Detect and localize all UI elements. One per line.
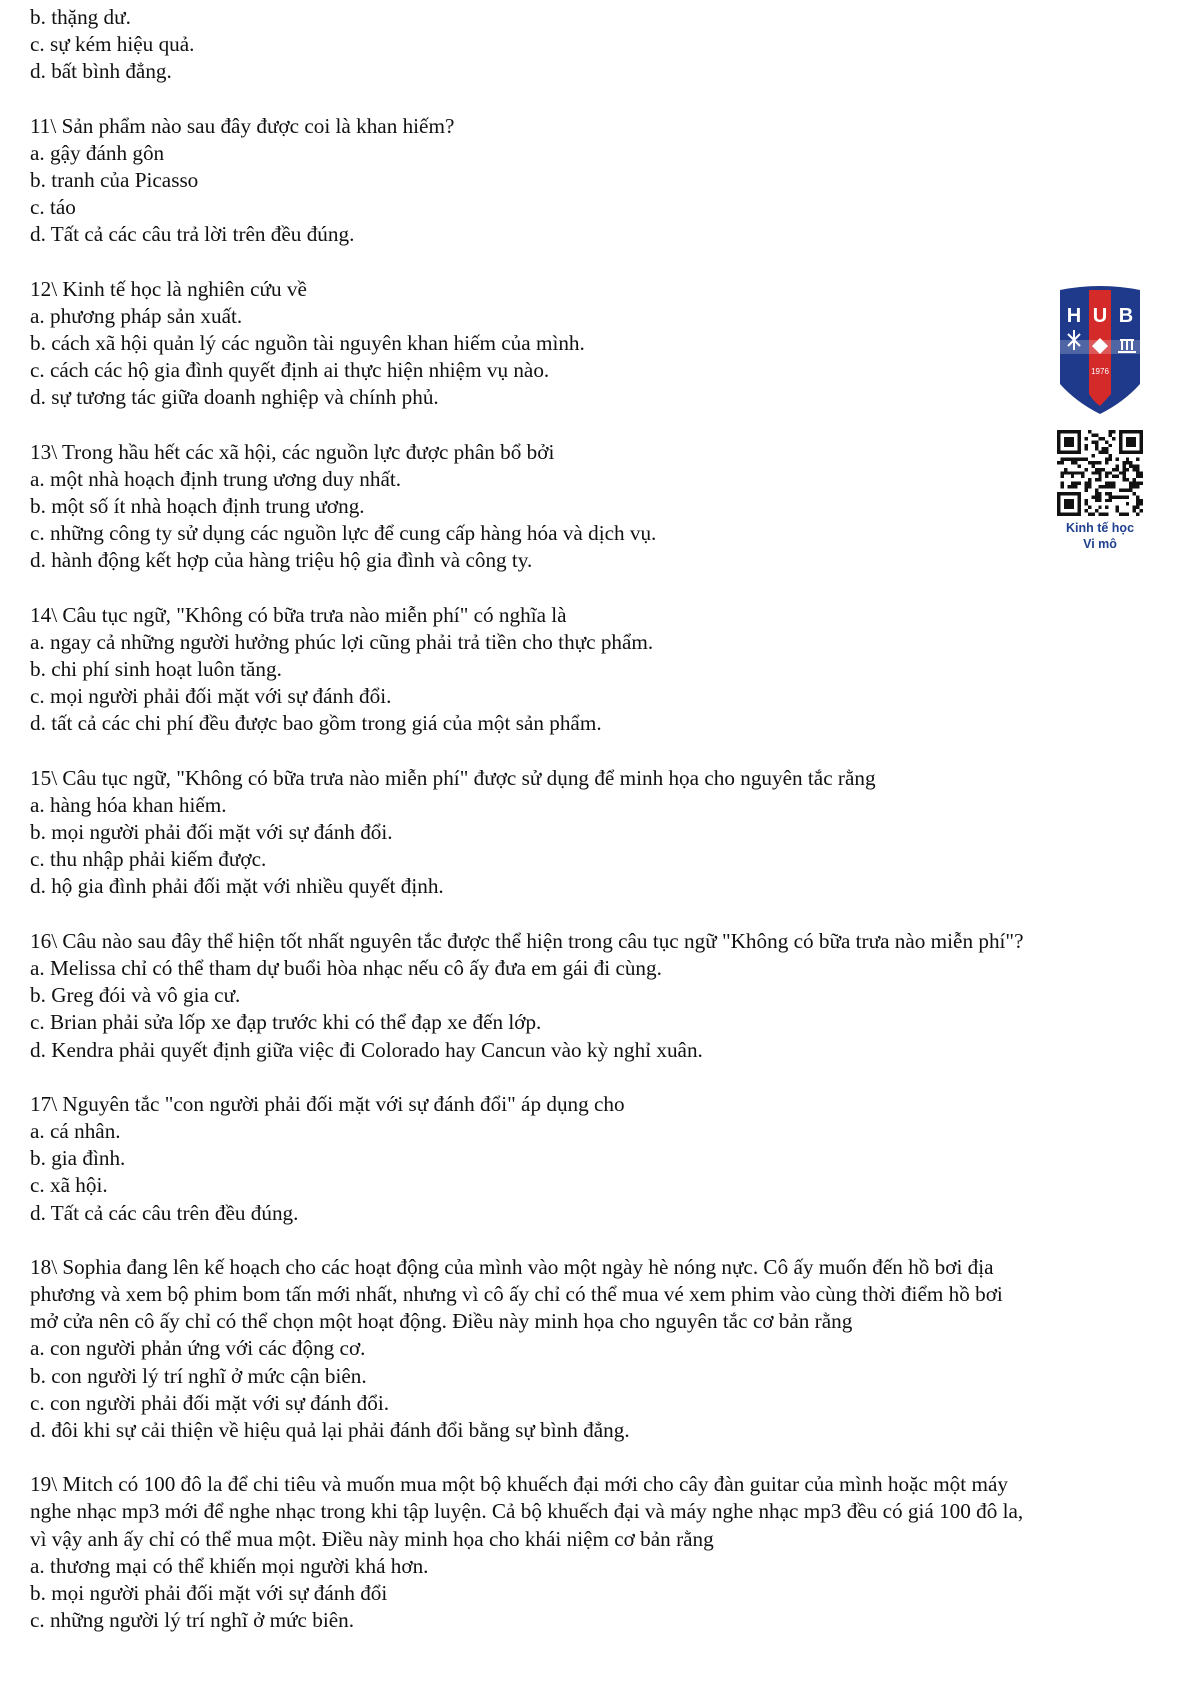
question-text: mở cửa nên cô ấy chỉ có thể chọn một hoạt động. Điều này minh họa cho nguyên tắc cơ bản rằng xyxy=(30,1309,853,1334)
hub-logo-icon xyxy=(1054,284,1146,420)
option-line: c. Brian phải sửa lốp xe đạp trước khi có thể đạp xe đến lớp. xyxy=(30,1010,542,1035)
question-11 xyxy=(30,113,1170,249)
option-line: c. táo xyxy=(30,195,76,220)
option-line: b. cách xã hội quản lý các nguồn tài nguyên khan hiếm của mình. xyxy=(30,331,585,356)
option-line: d. Kendra phải quyết định giữa việc đi Colorado hay Cancun vào kỳ nghỉ xuân. xyxy=(30,1037,703,1062)
question-text: 15\ Câu tục ngữ, "Không có bữa trưa nào miễn phí" được sử dụng để minh họa cho nguyên tắc rằng xyxy=(30,765,876,790)
question-text: nghe nhạc mp3 mới để nghe nhạc trong khi tập luyện. Cả bộ khuếch đại và máy nghe nhạc mp3 đều có giá 100 đô la, xyxy=(30,1499,1024,1524)
qr-code-icon xyxy=(1057,430,1143,516)
option-line: d. sự tương tác giữa doanh nghiệp và chính phủ. xyxy=(30,385,439,410)
option-line: d. hộ gia đình phải đối mặt với nhiều quyết định. xyxy=(30,874,444,899)
question-text: 14\ Câu tục ngữ, "Không có bữa trưa nào miễn phí" có nghĩa là xyxy=(30,602,567,627)
option-line: a. con người phản ứng với các động cơ. xyxy=(30,1336,366,1361)
question-text: 11\ Sản phẩm nào sau đây được coi là khan hiếm? xyxy=(30,113,455,138)
question-text: 16\ Câu nào sau đây thể hiện tốt nhất nguyên tắc được thể hiện trong câu tục ngữ "Không có bữa trưa nào miễn phí"? xyxy=(30,928,1024,953)
option-line: b. gia đình. xyxy=(30,1146,126,1171)
option-line: a. ngay cả những người hưởng phúc lợi cũng phải trả tiền cho thực phẩm. xyxy=(30,629,654,654)
question-12 xyxy=(30,276,1170,412)
question-text: 12\ Kinh tế học là nghiên cứu về xyxy=(30,276,307,301)
logo-letter-b: B xyxy=(1118,305,1134,327)
logo-letter-h: H xyxy=(1066,305,1082,327)
question-text: 13\ Trong hầu hết các xã hội, các nguồn lực được phân bổ bởi xyxy=(30,439,555,464)
option-line: d. đôi khi sự cải thiện về hiệu quả lại phải đánh đổi bằng sự bình đẳng. xyxy=(30,1417,630,1442)
option-line: c. sự kém hiệu quả. xyxy=(30,32,195,57)
logo-year: 1976 xyxy=(1091,367,1109,376)
question-13 xyxy=(30,439,1170,575)
option-line: b. tranh của Picasso xyxy=(30,168,199,193)
question-16 xyxy=(30,928,1170,1064)
question-17 xyxy=(30,1091,1170,1227)
option-line: d. Tất cả các câu trên đều đúng. xyxy=(30,1200,299,1225)
option-line: a. hàng hóa khan hiếm. xyxy=(30,792,227,817)
option-line: d. Tất cả các câu trả lời trên đều đúng. xyxy=(30,222,355,247)
option-line: c. mọi người phải đối mặt với sự đánh đổi. xyxy=(30,684,392,709)
option-line: b. một số ít nhà hoạch định trung ương. xyxy=(30,494,365,519)
question-text: 19\ Mitch có 100 đô la để chi tiêu và muốn mua một bộ khuếch đại mới cho cây đàn guitar của mình hoặc một máy xyxy=(30,1472,1008,1497)
option-line: a. phương pháp sản xuất. xyxy=(30,303,243,328)
option-line: c. cách các hộ gia đình quyết định ai thực hiện nhiệm vụ nào. xyxy=(30,358,550,383)
question-19 xyxy=(30,1471,1170,1634)
option-line: a. cá nhân. xyxy=(30,1118,121,1143)
question-text: phương và xem bộ phim bom tấn mới nhất, nhưng vì cô ấy chỉ có thể mua vé xem phim vào cùng thời điểm hồ bơi xyxy=(30,1281,1003,1306)
option-line: d. tất cả các chi phí đều được bao gồm trong giá của một sản phẩm. xyxy=(30,711,602,736)
question-18 xyxy=(30,1254,1170,1444)
option-line: b. chi phí sinh hoạt luôn tăng. xyxy=(30,657,282,682)
option-line: a. Melissa chỉ có thể tham dự buổi hòa nhạc nếu cô ấy đưa em gái đi cùng. xyxy=(30,955,662,980)
question-15 xyxy=(30,765,1170,901)
option-line: a. thương mại có thể khiến mọi người khá hơn. xyxy=(30,1553,429,1578)
question-14 xyxy=(30,602,1170,738)
option-line: a. một nhà hoạch định trung ương duy nhất. xyxy=(30,466,402,491)
option-line: b. con người lý trí nghĩ ở mức cận biên. xyxy=(30,1363,367,1388)
option-line: d. bất bình đẳng. xyxy=(30,59,172,84)
option-line: a. gậy đánh gôn xyxy=(30,140,165,165)
option-line: c. những công ty sử dụng các nguồn lực để cung cấp hàng hóa và dịch vụ. xyxy=(30,521,657,546)
option-line: b. Greg đói và vô gia cư. xyxy=(30,983,241,1008)
option-line: c. con người phải đối mặt với sự đánh đổi. xyxy=(30,1390,390,1415)
option-line: b. thặng dư. xyxy=(30,5,131,29)
option-line: b. mọi người phải đối mặt với sự đánh đổi. xyxy=(30,820,393,845)
question-text: 17\ Nguyên tắc "con người phải đối mặt với sự đánh đổi" áp dụng cho xyxy=(30,1091,625,1116)
option-line: c. xã hội. xyxy=(30,1173,108,1198)
option-line: c. những người lý trí nghĩ ở mức biên. xyxy=(30,1608,355,1633)
hub-badge xyxy=(1050,284,1150,552)
badge-caption-sub: Vi mô xyxy=(1083,537,1117,551)
badge-caption-title: Kinh tế học xyxy=(1065,521,1135,535)
question-text: vì vậy anh ấy chỉ có thể mua một. Điều này minh họa cho khái niệm cơ bản rằng xyxy=(30,1526,714,1551)
document-page xyxy=(30,4,1170,1634)
option-line: b. mọi người phải đối mặt với sự đánh đổi xyxy=(30,1580,388,1605)
intro-options xyxy=(30,4,1170,86)
logo-letter-u: U xyxy=(1092,305,1108,327)
option-line: c. thu nhập phải kiếm được. xyxy=(30,847,267,872)
option-line: d. hành động kết hợp của hàng triệu hộ gia đình và công ty. xyxy=(30,548,533,573)
question-text: 18\ Sophia đang lên kế hoạch cho các hoạt động của mình vào một ngày hè nóng nực. Cô ấy muốn đến hồ bơi địa xyxy=(30,1254,994,1279)
